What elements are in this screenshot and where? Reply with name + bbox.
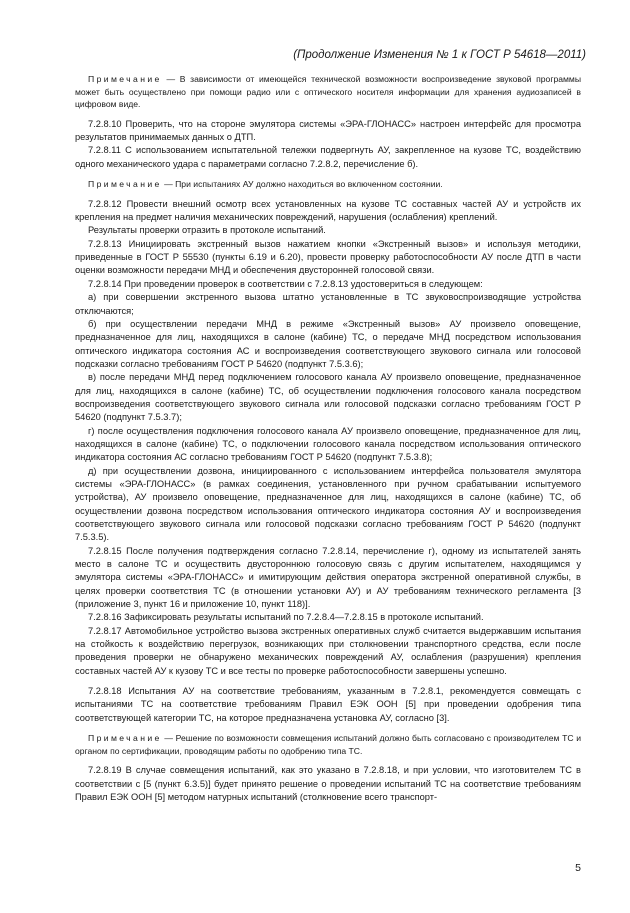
note-text: — При испытаниях АУ должно находиться во включенном состоянии. [164, 179, 443, 190]
list-item: а) при совершении экстренного вызова штатно установленные в ТС звуковоспроизводящие устройства отключаются; [75, 292, 581, 316]
list-item: в) после передачи МНД перед подключением голосового канала АУ произвело оповещение, предназначенное для лиц, находящихся в салоне (кабине) ТС, об осуществлении подключения голосового канала посредством воспроизведения соответствующего звукового сигнала или голосовой подсказки согласно требованиям ГОСТ Р 54620 (подпункт 7.5.3.7); [75, 372, 581, 423]
note-text: — В зависимости от имеющейся технической возможности воспроизведение звуковой программы может быть осуществлено при помощи радио или с оптического носителя информации для хранения аудиозаписей в цифровом виде. [75, 74, 582, 110]
list-item: б) при осуществлении передачи МНД в режиме «Экстренный вызов» АУ произвело оповещение, предназначенное для лиц, находящихся в салоне (кабине) ТС, о передаче МНД посредством использования оптического индикатора состояния АС и воспроизведения соответствующего звукового сигнала или голосовой подсказки согласно требованиям ГОСТ Р 54620 (подпункт 7.5.3.6); [75, 318, 581, 369]
paragraph: 7.2.8.13 Инициировать экстренный вызов нажатием кнопки «Экстренный вызов» и используя методики, приведенные в ГОСТ Р 55530 (пункты 6.19 и 6.20), провести проверку работоспособности АУ после ДТП в части оценки возможности передачи МНД и обеспечения двусторонней голосовой связи. [75, 238, 581, 276]
paragraph: 7.2.8.12 Провести внешний осмотр всех установленных на кузове ТС составных частей АУ и устройств их крепления на предмет наличия механических повреждений, нарушения (ослабления) креплений. [75, 198, 581, 223]
note-label: Примечание [88, 733, 162, 744]
paragraph: Результаты проверки отразить в протоколе испытаний. [88, 225, 326, 236]
note-label: Примечание [88, 179, 162, 190]
paragraph: 7.2.8.11 С использованием испытательной тележки подвергнуть АУ, закрепленное на кузове ТС, воздействию одного механического удара с параметрами согласно 7.2.8.2, перечисление б). [75, 145, 581, 169]
note-paragraph [75, 73, 581, 111]
paragraph: 7.2.8.16 Зафиксировать результаты испытаний по 7.2.8.4—7.2.8.15 в протоколе испытаний. [88, 612, 484, 623]
note-paragraph [75, 732, 581, 757]
paragraph: 7.2.8.15 После получения подтверждения согласно 7.2.8.14, перечисление г), одному из испытателей занять место в салоне ТС и осуществить двустороннюю голосовую связь с другим испытателем, находящимся у эмулятора системы «ЭРА-ГЛОНАСС» и имитирующим действия оператора экстренной оперативной службы, в целях проверки соответствия ТС (в отношении установки АУ) и АУ требованиям технического регламента [3 (приложение 3, пункт 16 и приложение 10, пункт 118)]. [75, 545, 581, 610]
list-item: г) после осуществления подключения голосового канала АУ произвело оповещение, предназначенное для лиц, находящихся в салоне (кабине) ТС, о подключении голосового канала посредством использования оптического индикатора состояния АС согласно требованиям ГОСТ Р 54620 (подпункт 7.5.3.8); [75, 425, 581, 463]
paragraph: 7.2.8.18 Испытания АУ на соответствие требованиям, указанным в 7.2.8.1, рекомендуется совмещать с испытаниями ТС на соответствие требованиям Правил ЕЭК ООН [5] при проведении одобрения типа соответствующей категории ТС, на которое предназначена установка АУ, согласно [3]. [75, 686, 581, 723]
page-number: 5 [575, 862, 581, 874]
note-paragraph [75, 178, 581, 191]
note-label: Примечание [88, 74, 162, 84]
note-text: — Решение по возможности совмещения испытаний должно быть согласовано с производителем ТС и органом по сертификации, проводящим работы по одобрению типа ТС. [75, 733, 581, 756]
list-item: д) при осуществлении дозвона, инициированного с использованием интерфейса пользователя эмулятора системы «ЭРА-ГЛОНАСС» (в рамках соединения, установленного при ручном срабатывании испытуемого устройства), АУ произвело оповещение, предназначенное для лиц, находящихся в салоне (кабине) ТС, об осуществлении дозвона посредством использования оптического индикатора состояния АУ и воспроизведения соответствующего звукового сигнала или голосовой подсказки согласно требованиям ГОСТ Р 54620 (подпункт 7.5.3.5). [75, 465, 581, 543]
running-header: (Продолжение Изменения № 1 к ГОСТ Р 54618—2011) [293, 49, 586, 61]
paragraph: 7.2.8.10 Проверить, что на стороне эмулятора системы «ЭРА-ГЛОНАСС» настроен интерфейс для просмотра результатов принимаемых данных о ДТП. [75, 118, 581, 143]
paragraph: 7.2.8.17 Автомобильное устройство вызова экстренных оперативных служб считается выдержавшим испытания на стойкость к воздействию перегрузок, возникающих при столкновении транспортного средства, если после проведения проверки не обнаружено механических повреждений АУ, ослабления (разрушения) крепления составных частей АУ к кузову ТС и все тесты по проверке работоспособности завершены успешно. [75, 625, 581, 676]
document-body [75, 73, 581, 804]
paragraph: 7.2.8.19 В случае совмещения испытаний, как это указано в 7.2.8.18, и при условии, что изготовителем ТС в соответствии с [5 (пункт 6.3.5)] будет принято решение о проведении испытаний ТС на соответствие требованиям Правил ЕЭК ООН [5] методом натурных испытаний (столкновение всего транспорт- [75, 765, 581, 803]
paragraph: 7.2.8.14 При проведении проверок в соответствии с 7.2.8.13 удостовериться в следующем: [88, 278, 483, 289]
